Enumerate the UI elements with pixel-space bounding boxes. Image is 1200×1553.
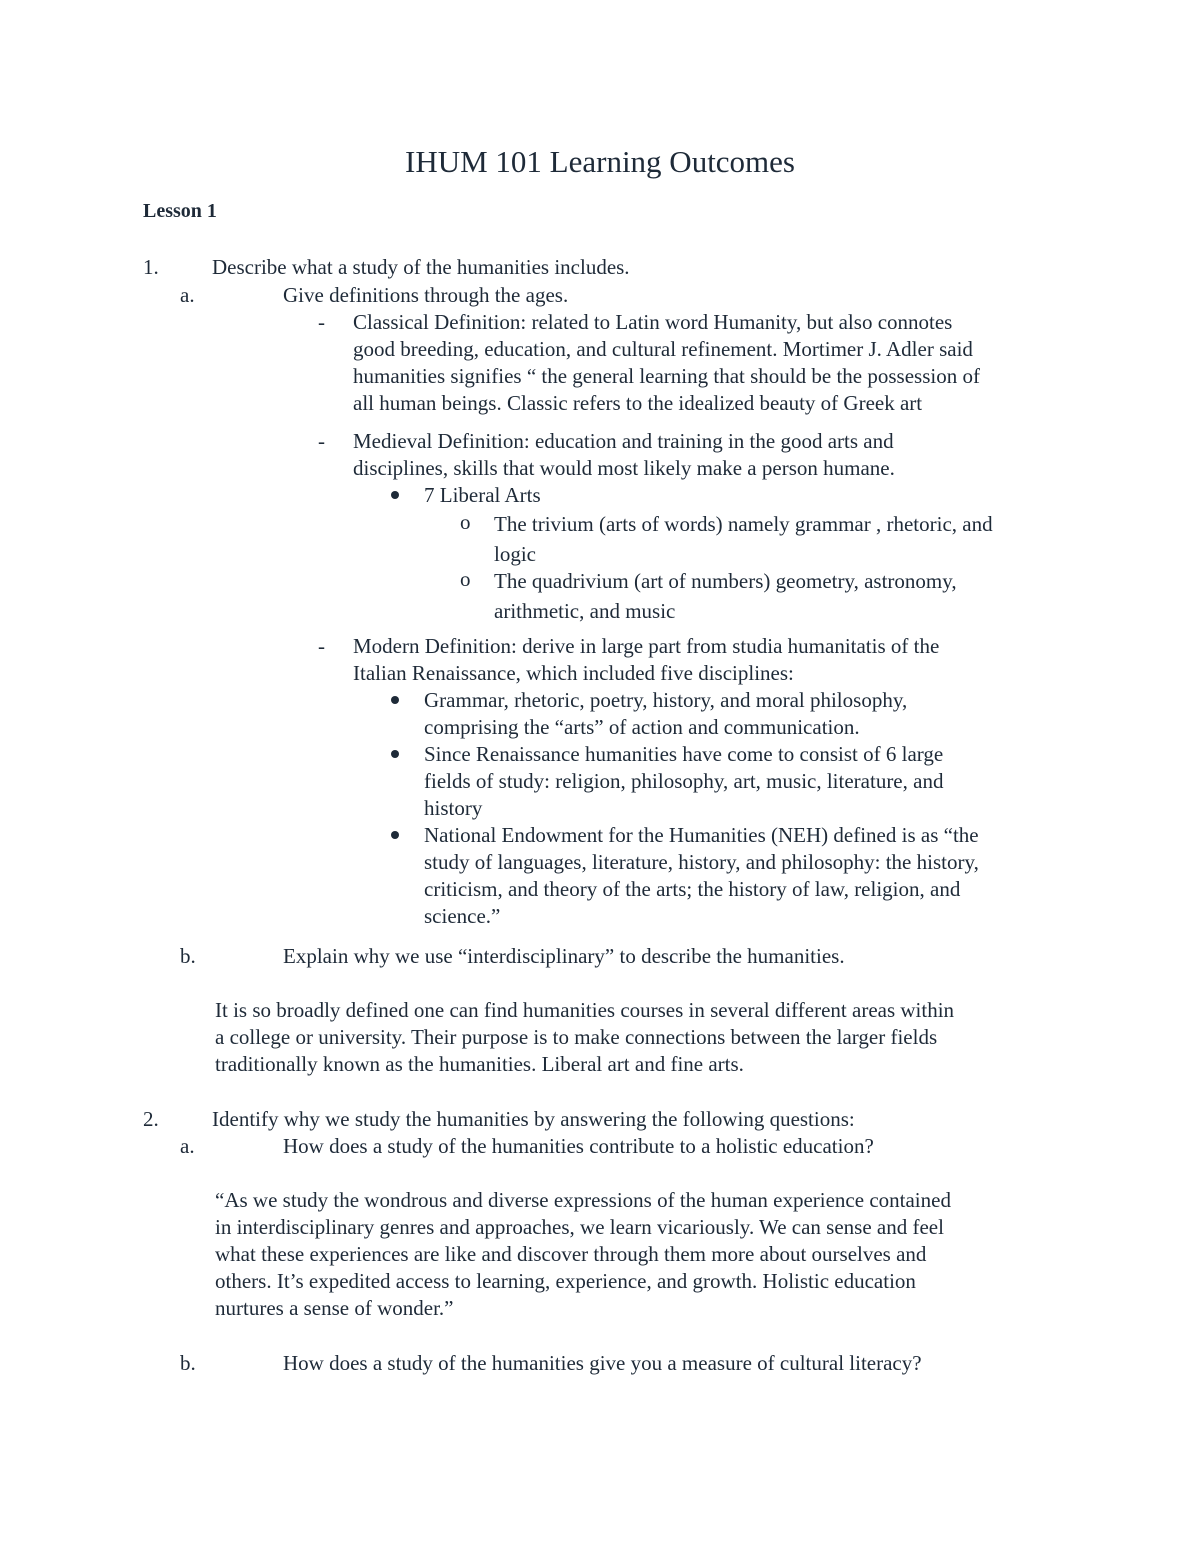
item-number: 2.	[143, 1107, 159, 1131]
lesson-heading: Lesson 1	[143, 200, 217, 222]
text-line: Modern Definition: derive in large part from studia humanitatis of the	[353, 634, 940, 658]
subitem-text: How does a study of the humanities contribute to a holistic education?	[283, 1134, 874, 1158]
bullet-text	[424, 822, 979, 930]
text-line: Classical Definition: related to Latin word Humanity, but also connotes	[353, 310, 953, 334]
dash-marker: -	[318, 429, 325, 453]
bullet-dot-icon	[391, 831, 399, 839]
text-line: Medieval Definition: education and training in the good arts and	[353, 429, 894, 453]
bullet-dot-icon	[391, 491, 399, 499]
text-line: good breeding, education, and cultural refinement. Mortimer J. Adler said	[353, 337, 973, 361]
bullet-dot-icon	[391, 696, 399, 704]
text-line: criticism, and theory of the arts; the history of law, religion, and	[424, 877, 961, 901]
text-line: National Endowment for the Humanities (NEH) defined is as “the	[424, 823, 979, 847]
text-line: fields of study: religion, philosophy, art, music, literature, and	[424, 769, 944, 793]
bullet-text	[424, 687, 907, 741]
text-line: in interdisciplinary genres and approaches, we learn vicariously. We can sense and feel	[215, 1215, 944, 1239]
text-line: arithmetic, and music	[494, 599, 676, 623]
text-line: history	[424, 796, 483, 820]
text-line: traditionally known as the humanities. Liberal art and fine arts.	[215, 1052, 744, 1076]
text-line: humanities signifies “ the general learning that should be the possession of	[353, 364, 980, 388]
subitem-letter: a.	[180, 1134, 195, 1158]
text-line: others. It’s expedited access to learning, experience, and growth. Holistic education	[215, 1269, 916, 1293]
circle-marker: o	[460, 510, 471, 534]
dash-marker: -	[318, 634, 325, 658]
subitem-letter: b.	[180, 944, 196, 968]
document-title: IHUM 101 Learning Outcomes	[405, 144, 795, 179]
text-line: Grammar, rhetoric, poetry, history, and moral philosophy,	[424, 688, 908, 712]
text-line: Italian Renaissance, which included five disciplines:	[353, 661, 794, 685]
subitem-text: Explain why we use “interdisciplinary” to describe the humanities.	[283, 944, 845, 968]
classical-definition	[353, 309, 980, 417]
text-line: a college or university. Their purpose is to make connections between the larger fields	[215, 1025, 938, 1049]
subitem-text: How does a study of the humanities give you a measure of cultural literacy?	[283, 1351, 922, 1375]
quadrivium-item	[494, 566, 957, 626]
text-line: Since Renaissance humanities have come to consist of 6 large	[424, 742, 944, 766]
circle-marker: o	[460, 567, 471, 591]
text-line: logic	[494, 542, 536, 566]
item-number: 1.	[143, 255, 159, 279]
subitem-letter: b.	[180, 1351, 196, 1375]
trivium-item	[494, 509, 993, 569]
bullet-text	[424, 741, 943, 822]
text-line: science.”	[424, 904, 501, 928]
text-line: The quadrivium (art of numbers) geometry, astronomy,	[494, 569, 957, 593]
item-text: Identify why we study the humanities by answering the following questions:	[212, 1107, 855, 1131]
dash-marker: -	[318, 310, 325, 334]
text-line: all human beings. Classic refers to the idealized beauty of Greek art	[353, 391, 923, 415]
text-line: disciplines, skills that would most likely make a person humane.	[353, 456, 895, 480]
text-line: comprising the “arts” of action and communication.	[424, 715, 860, 739]
text-line: what these experiences are like and discover through them more about ourselves and	[215, 1242, 927, 1266]
text-line: “As we study the wondrous and diverse expressions of the human experience contained	[215, 1188, 951, 1212]
item-text: Describe what a study of the humanities includes.	[212, 255, 630, 279]
text-line: nurtures a sense of wonder.”	[215, 1296, 454, 1320]
modern-definition	[353, 633, 939, 687]
answer-paragraph	[215, 997, 954, 1078]
bullet-dot-icon	[391, 750, 399, 758]
answer-paragraph	[215, 1187, 951, 1322]
bullet-text: 7 Liberal Arts	[424, 483, 541, 507]
text-line: study of languages, literature, history, and philosophy: the history,	[424, 850, 979, 874]
text-line: The trivium (arts of words) namely grammar , rhetoric, and	[494, 512, 993, 536]
subitem-letter: a.	[180, 283, 195, 307]
subitem-text: Give definitions through the ages.	[283, 283, 569, 307]
text-line: It is so broadly defined one can find humanities courses in several different areas within	[215, 998, 955, 1022]
medieval-definition	[353, 428, 895, 482]
